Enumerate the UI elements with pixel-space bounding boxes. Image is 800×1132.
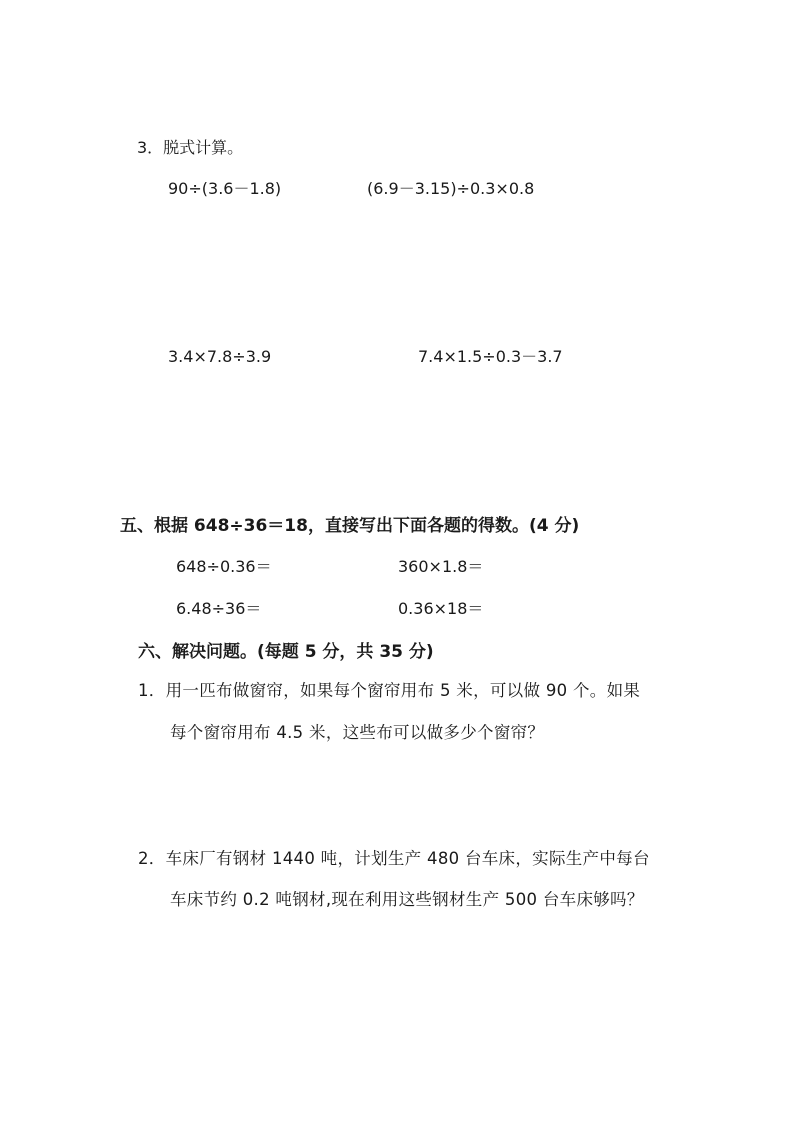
- section-6-heading: 六、解决问题。(每题 5 分，共 35 分): [138, 642, 434, 662]
- section-5-heading: 五、根据 648÷36＝18，直接写出下面各题的得数。(4 分): [120, 516, 580, 536]
- expression-3: 3.4×7.8÷3.9: [168, 347, 272, 366]
- expression-1: 90÷(3.6－1.8): [168, 179, 282, 198]
- section-5-item-2: 360×1.8＝: [398, 557, 484, 576]
- problem-2-line-2: 车床节约 0.2 吨钢材,现在利用这些钢材生产 500 台车床够吗？: [170, 890, 644, 909]
- problem-1-line-2: 每个窗帘用布 4.5 米，这些布可以做多少个窗帘？: [170, 723, 545, 742]
- section-5-item-4: 0.36×18＝: [398, 599, 484, 618]
- problem-1-line-1: 1．用一匹布做窗帘，如果每个窗帘用布 5 米，可以做 90 个。如果: [138, 681, 641, 700]
- section-5-item-1: 648÷0.36＝: [176, 557, 272, 576]
- question-3-label: 3．脱式计算。: [137, 138, 244, 157]
- expression-4: 7.4×1.5÷0.3－3.7: [418, 347, 563, 366]
- expression-2: (6.9－3.15)÷0.3×0.8: [367, 179, 535, 198]
- problem-2-line-1: 2．车床厂有钢材 1440 吨，计划生产 480 台车床，实际生产中每台: [138, 849, 650, 868]
- section-5-item-3: 6.48÷36＝: [176, 599, 262, 618]
